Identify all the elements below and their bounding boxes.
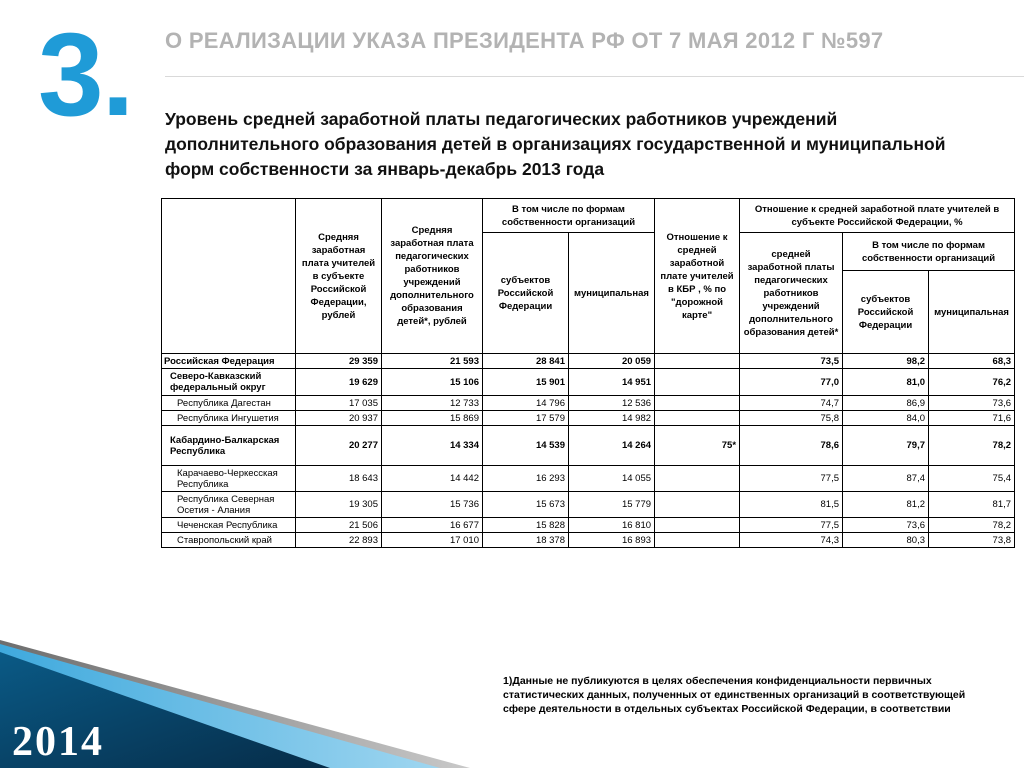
cell-ped: 15 869 bbox=[382, 411, 483, 426]
table-row bbox=[162, 533, 1015, 548]
footnote: 1)Данные не публикуются в целях обеспечения конфиденциальности первичных статистических данных, полученных от единственных организаций в соответствующей сфере деятельности в отдельных субъектах Российской Федерации, в соответствии bbox=[503, 675, 966, 715]
cell-municipal: 15 779 bbox=[569, 492, 655, 518]
slide-number: 3. bbox=[38, 9, 133, 141]
cell-ratio-ped: 74,7 bbox=[740, 396, 843, 411]
cell-ped: 15 106 bbox=[382, 369, 483, 396]
cell-municipal: 16 893 bbox=[569, 533, 655, 548]
cell-kbr: 75* bbox=[655, 426, 740, 466]
cell-teachers: 19 305 bbox=[296, 492, 382, 518]
cell-ped: 12 733 bbox=[382, 396, 483, 411]
cell-subjects: 16 293 bbox=[483, 466, 569, 492]
table-row bbox=[162, 466, 1015, 492]
cell-subjects: 18 378 bbox=[483, 533, 569, 548]
table-row bbox=[162, 492, 1015, 518]
cell-municipal: 14 055 bbox=[569, 466, 655, 492]
year-label: 2014 bbox=[12, 719, 104, 765]
cell-ped: 17 010 bbox=[382, 533, 483, 548]
cell-kbr bbox=[655, 466, 740, 492]
table-row bbox=[162, 518, 1015, 533]
cell-ped: 15 736 bbox=[382, 492, 483, 518]
cell-ratio-subjects: 98,2 bbox=[843, 354, 929, 369]
cell-kbr bbox=[655, 518, 740, 533]
cell-ped: 16 677 bbox=[382, 518, 483, 533]
cell-teachers: 20 277 bbox=[296, 426, 382, 466]
cell-municipal: 16 810 bbox=[569, 518, 655, 533]
cell-ped: 14 442 bbox=[382, 466, 483, 492]
cell-subjects: 15 673 bbox=[483, 492, 569, 518]
cell-subjects: 15 828 bbox=[483, 518, 569, 533]
header-ratio-ped: средней заработной платы педагогических работников учреждений дополнительного образования детей* bbox=[740, 233, 843, 354]
cell-ratio-ped: 77,0 bbox=[740, 369, 843, 396]
cell-ratio-municipal: 76,2 bbox=[929, 369, 1015, 396]
cell-teachers: 17 035 bbox=[296, 396, 382, 411]
header-divider bbox=[165, 76, 1024, 77]
region-name: Карачаево-Черкесская Республика bbox=[162, 466, 296, 492]
cell-ratio-subjects: 86,9 bbox=[843, 396, 929, 411]
cell-subjects: 17 579 bbox=[483, 411, 569, 426]
cell-teachers: 19 629 bbox=[296, 369, 382, 396]
region-name: Республика Северная Осетия - Алания bbox=[162, 492, 296, 518]
cell-teachers: 18 643 bbox=[296, 466, 382, 492]
cell-teachers: 20 937 bbox=[296, 411, 382, 426]
cell-subjects: 28 841 bbox=[483, 354, 569, 369]
cell-teachers: 29 359 bbox=[296, 354, 382, 369]
header-by-ownership: В том числе по формам собственности организаций bbox=[483, 199, 655, 233]
table-row bbox=[162, 354, 1015, 369]
cell-kbr bbox=[655, 533, 740, 548]
cell-ratio-subjects: 81,0 bbox=[843, 369, 929, 396]
table-row bbox=[162, 369, 1015, 396]
header-ratio-subjects: субъектов Российской Федерации bbox=[843, 271, 929, 354]
cell-kbr bbox=[655, 354, 740, 369]
table-row bbox=[162, 396, 1015, 411]
cell-ratio-municipal: 68,3 bbox=[929, 354, 1015, 369]
cell-teachers: 22 893 bbox=[296, 533, 382, 548]
region-name: Республика Ингушетия bbox=[162, 411, 296, 426]
cell-municipal: 20 059 bbox=[569, 354, 655, 369]
cell-ratio-ped: 77,5 bbox=[740, 518, 843, 533]
cell-ratio-municipal: 73,8 bbox=[929, 533, 1015, 548]
cell-ratio-municipal: 78,2 bbox=[929, 518, 1015, 533]
cell-kbr bbox=[655, 369, 740, 396]
header-ratio-municipal: муниципальная bbox=[929, 271, 1015, 354]
cell-ratio-subjects: 81,2 bbox=[843, 492, 929, 518]
region-name: Ставропольский край bbox=[162, 533, 296, 548]
cell-municipal: 12 536 bbox=[569, 396, 655, 411]
cell-teachers: 21 506 bbox=[296, 518, 382, 533]
header-region bbox=[162, 199, 296, 354]
table-row bbox=[162, 411, 1015, 426]
cell-ratio-ped: 78,6 bbox=[740, 426, 843, 466]
cell-municipal: 14 264 bbox=[569, 426, 655, 466]
slide-header: О РЕАЛИЗАЦИИ УКАЗА ПРЕЗИДЕНТА РФ ОТ 7 МАЯ 2012 Г №597 bbox=[165, 28, 884, 53]
cell-ratio-municipal: 73,6 bbox=[929, 396, 1015, 411]
cell-ped: 14 334 bbox=[382, 426, 483, 466]
cell-municipal: 14 982 bbox=[569, 411, 655, 426]
header-kbr-ratio: Отношение к средней заработной плате учителей в КБР , % по "дорожной карте" bbox=[655, 199, 740, 354]
cell-subjects: 14 539 bbox=[483, 426, 569, 466]
region-name: Кабардино-Балкарская Республика bbox=[162, 426, 296, 466]
cell-municipal: 14 951 bbox=[569, 369, 655, 396]
cell-ratio-subjects: 80,3 bbox=[843, 533, 929, 548]
cell-ratio-ped: 75,8 bbox=[740, 411, 843, 426]
cell-ratio-municipal: 75,4 bbox=[929, 466, 1015, 492]
region-name: Республика Дагестан bbox=[162, 396, 296, 411]
cell-ratio-subjects: 73,6 bbox=[843, 518, 929, 533]
cell-ratio-municipal: 81,7 bbox=[929, 492, 1015, 518]
region-name: Северо-Кавказский федеральный округ bbox=[162, 369, 296, 396]
cell-kbr bbox=[655, 492, 740, 518]
cell-ratio-ped: 73,5 bbox=[740, 354, 843, 369]
region-name: Российская Федерация bbox=[162, 354, 296, 369]
header-ratio-group: Отношение к средней заработной плате учителей в субъекте Российской Федерации, % bbox=[740, 199, 1015, 233]
table-row bbox=[162, 426, 1015, 466]
cell-ratio-ped: 77,5 bbox=[740, 466, 843, 492]
cell-subjects: 15 901 bbox=[483, 369, 569, 396]
cell-ratio-subjects: 84,0 bbox=[843, 411, 929, 426]
header-teachers-salary: Средняя заработная плата учителей в субъекте Российской Федерации, рублей bbox=[296, 199, 382, 354]
cell-ratio-municipal: 71,6 bbox=[929, 411, 1015, 426]
header-ratio-by-ownership: В том числе по формам собственности организаций bbox=[843, 233, 1015, 271]
salary-table bbox=[161, 198, 1015, 548]
cell-ped: 21 593 bbox=[382, 354, 483, 369]
cell-ratio-subjects: 87,4 bbox=[843, 466, 929, 492]
header-ped-salary: Средняя заработная плата педагогических работников учреждений дополнительного образования детей*, рублей bbox=[382, 199, 483, 354]
cell-ratio-ped: 74,3 bbox=[740, 533, 843, 548]
cell-ratio-municipal: 78,2 bbox=[929, 426, 1015, 466]
cell-ratio-subjects: 79,7 bbox=[843, 426, 929, 466]
cell-kbr bbox=[655, 396, 740, 411]
slide-subtitle: Уровень средней заработной платы педагогических работников учреждений дополнительного образования детей в организациях государственной и муниципальной форм собственности за январь-декабрь 2013 года bbox=[165, 109, 946, 179]
header-municipal: муниципальная bbox=[569, 233, 655, 354]
header-subjects: субъектов Российской Федерации bbox=[483, 233, 569, 354]
cell-ratio-ped: 81,5 bbox=[740, 492, 843, 518]
region-name: Чеченская Республика bbox=[162, 518, 296, 533]
cell-subjects: 14 796 bbox=[483, 396, 569, 411]
cell-kbr bbox=[655, 411, 740, 426]
